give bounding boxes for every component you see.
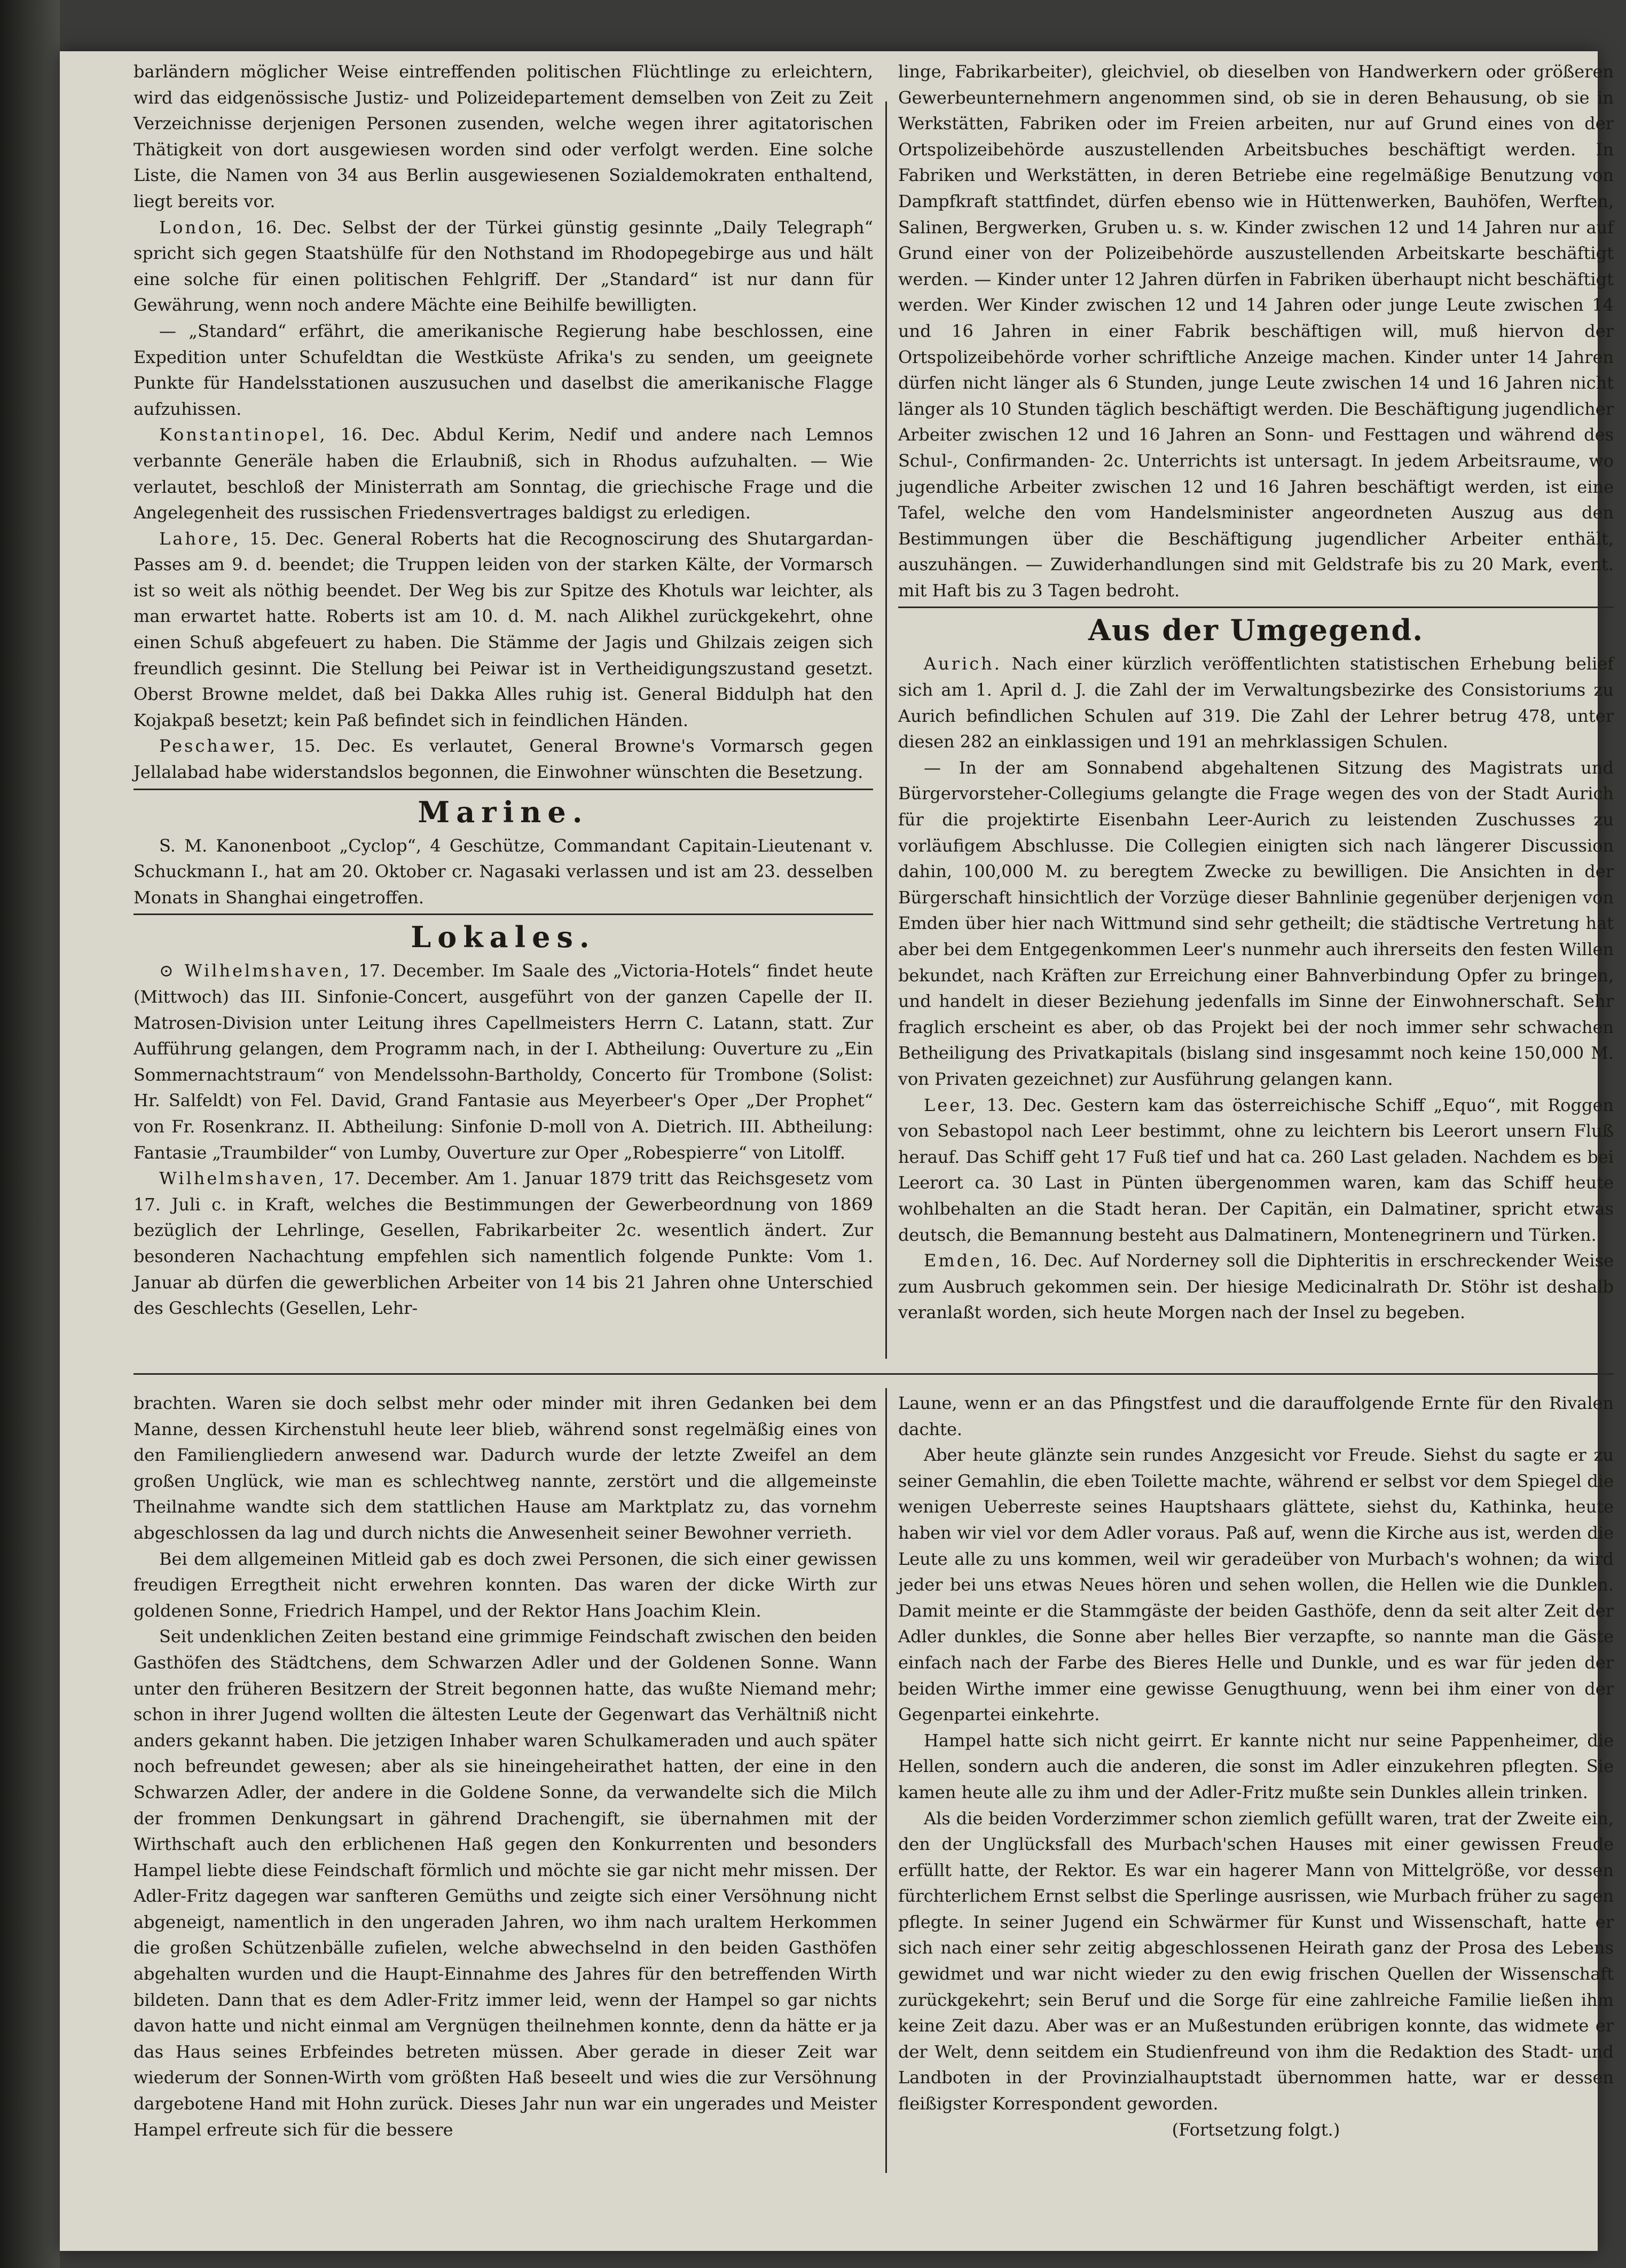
- section-heading-lokales: Lokales.: [411, 920, 596, 955]
- story-text: Als die beiden Vorderzimmer schon ziemlich gefüllt waren, trat der Zweite ein, den der Unglücksfall des Murbach'schen Hauses mit einer gewissen Freude erfüllt hatte, der Rektor. Es war ein hagerer Mann von Mittelgröße, vor dessen fürchterlichem Ernst selbst die Sperlinge ausrissen, wie Murbach früher zu sagen pflegte. In seiner Jugend ein Schwärmer für Kunst und Wissenschaft, hatte er sich nach einer sehr zeitig abgeschlossenen Heirath ganz der Prosa des Lebens gewidmet und war nicht wieder zu den ewig frischen Quellen der Wissenschaft zurückgekehrt; sein Beruf und die Sorge für eine zahlreiche Familie ließen ihm keine Zeit dazu. Aber was er an Mußestunden erübrigen konnte, das widmete er der Welt, denn seitdem ein Studienfreund von ihm die Redaktion des Stadt- und Landboten in der Provinzialhauptstadt übernommen hatte, war er dessen fleißigster Korrespondent geworden.: [898, 1808, 1614, 2114]
- story-text: Laune, wenn er an das Pfingstfest und die darauffolgende Ernte für den Rivalen dachte.: [898, 1393, 1614, 1439]
- dateline: Leer,: [924, 1094, 978, 1115]
- article-text: [898, 1092, 1614, 1248]
- story-text: brachten. Waren sie doch selbst mehr oder minder mit ihren Gedanken bei dem Manne, dessen Kirchenstuhl heute leer blieb, während sonst regelmäßig eines von den Familiengliedern anwesend war. Dadurch wurde der letzte Zweifel an dem großen Unglück, wie man es schlechtweg nannte, zerstört und die allgemeinste Theilnahme wandte sich dem stattlichen Hause am Marktplatz zu, das vornehm abgeschlossen da lag und durch nichts die Anwesenheit seiner Bewohner verrieth.: [133, 1393, 877, 1543]
- article-text: [133, 733, 873, 785]
- section-heading-marine: Marine.: [418, 794, 589, 829]
- dateline: Aurich.: [924, 653, 1002, 674]
- continuation-note: (Fortsetzung folgt.): [1172, 2119, 1340, 2140]
- column-rule: [885, 101, 887, 1359]
- article-text: [898, 651, 1614, 754]
- binding-edge: [0, 0, 60, 2268]
- article-body: 17. December. Am 1. Januar 1879 tritt das Reichsgesetz vom 17. Juli c. in Kraft, welches die Bestimmungen der Gewerbeordnung von 1869 bezüglich der Lehrlinge, Gesellen, Fabrikarbeiter 2c. wesentlich ändert. Zur besonderen Nachachtung empfehlen sich namentlich folgende Punkte: Vom 1. Januar ab dürfen die gewerblichen Arbeiter von 14 bis 21 Jahren ohne Unterschied des Geschlechts (Gesellen, Lehr-: [133, 1168, 874, 1319]
- column-feuilleton-left: [133, 1390, 877, 2143]
- dateline: Wilhelmshaven,: [159, 1168, 326, 1189]
- section-heading-umgegend: Aus der Umgegend.: [1088, 613, 1424, 648]
- article-body: Nach einer kürzlich veröffentlichten statistischen Erhebung belief sich am 1. April d. J. die Zahl der im Verwaltungsbezirke des Consistoriums zu Aurich befindlichen Schulen auf 319. Die Zahl der Lehrer betrug 478, unter diesen 282 an einklassigen und 191 an mehrklassigen Schulen.: [898, 653, 1614, 752]
- article-text: — „Standard“ erfährt, die amerikanische Regierung habe beschlossen, eine Expedition unter Schufeldtan die Westküste Afrika's zu senden, um geeignete Punkte für Handelsstationen auszusuchen und daselbst die amerikanische Flagge aufzuhissen.: [133, 320, 873, 419]
- column-feuilleton-right: [898, 1390, 1614, 2143]
- article-text: [133, 215, 873, 318]
- dateline: ⊙ Wilhelmshaven,: [159, 960, 352, 981]
- article-text: [133, 422, 873, 525]
- article-text: [133, 1166, 873, 1321]
- article-text: [898, 1248, 1614, 1326]
- article-body: 16. Dec. Auf Norderney soll die Diphteritis in erschreckender Weise zum Ausbruch gekommen sein. Der hiesige Medicinalrath Dr. Stöhr ist deshalb veranlaßt worden, sich heute Morgen nach der Insel zu begeben.: [898, 1250, 1614, 1323]
- story-text: Bei dem allgemeinen Mitleid gab es doch zwei Personen, die sich einer gewissen freudigen Erregtheit nicht erwehren konnten. Das waren der dicke Wirth zur goldenen Sonne, Friedrich Hampel, und der Rektor Hans Joachim Klein.: [133, 1548, 877, 1621]
- column-top-right: [898, 59, 1614, 1326]
- section-divider: [133, 789, 873, 790]
- story-text: Seit undenklichen Zeiten bestand eine grimmige Feindschaft zwischen den beiden Gasthöfen des Städtchens, dem Schwarzen Adler und der Goldenen Sonne. Wann unter den früheren Besitzern der Streit begonnen hatte, das wußte Niemand mehr; schon in ihrer Jugend wollten die ältesten Leute der Gegenwart das Verhältniß nicht anders gekannt haben. Die jetzigen Inhaber waren Schulkameraden und auch später noch befreundet gewesen; aber als sie hineingeheirathet hatten, der eine in den Schwarzen Adler, der andere in die Goldene Sonne, da verwandelte sich die Milch der frommen Denkungsart in gährend Drachengift, sie übernahmen mit der Wirthschaft auch den erblichenen Haß gegen den Konkurrenten und besonders Hampel liebte diese Feindschaft förmlich und möchte sie gar nicht mehr missen. Der Adler-Fritz dagegen war sanfteren Gemüths und zeigte sich einer Versöhnung nicht abgeneigt, namentlich in den ungeraden Jahren, wo ihm nach uraltem Herkommen die großen Schützenbälle zufielen, welche abwechselnd in den beiden Gasthöfen abgehalten wurden und die Haupt-Einnahme des Jahres für den betreffenden Wirth bildeten. Dann that es dem Adler-Fritz immer leid, wenn der Hampel so gar nichts davon hatte und nicht einmal am Vergnügen theilnehmen konnte, denn da hätte er ja das Haus seines Erbfeindes betreten müssen. Aber gerade in dieser Zeit war wiederum der Sonnen-Wirth vom größten Haß beseelt und wies die zur Versöhnung dargebotene Hand mit Hohn zurück. Dieses Jahr nun war ein ungerades und Meister Hampel erfreute sich für die bessere: [133, 1626, 877, 2140]
- dateline: Lahore,: [159, 528, 241, 549]
- dateline: London,: [159, 217, 245, 238]
- article-body: 15. Dec. Es verlautet, General Browne's Vormarsch gegen Jellalabad habe widerstandslos begonnen, die Einwohner wünschten die Besetzung.: [133, 736, 874, 783]
- article-body: 16. Dec. Abdul Kerim, Nedif und andere nach Lemnos verbannte Generäle haben die Erlaubniß, sich in Rhodus aufzuhalten. — Wie verlautet, beschloß der Ministerrath am Sonntag, die griechische Frage und die Angelegenheit des russischen Friedensvertrages baldigst zu erledigen.: [133, 424, 874, 523]
- column-top-left: [133, 59, 873, 1321]
- story-text: Hampel hatte sich nicht geirrt. Er kannte nicht nur seine Pappenheimer, die Hellen, sondern auch die anderen, die sonst im Adler einzukehren pflegten. Sie kamen heute alle zu ihm und der Adler-Fritz mußte sein Dunkles allein trinken.: [898, 1730, 1614, 1802]
- section-divider: [133, 914, 873, 915]
- column-rule: [885, 1388, 887, 2173]
- article-body: 13. Dec. Gestern kam das österreichische Schiff „Equo“, mit Roggen von Sebastopol nach Leer bestimmt, ohne zu leichtern bis Leerort unsern Fluß herauf. Das Schiff geht 17 Fuß tief und hat ca. 260 Last geladen. Nachdem es bei Leerort ca. 30 Last in Pünten übergenommen waren, kam das Schiff heute wohlbehalten an die Stadt heran. Der Capitän, ein Dalmatiner, spricht etwas deutsch, die Bemannung besteht aus Dalmatinern, Montenegrinern und Türken.: [898, 1094, 1614, 1245]
- section-divider: [898, 607, 1614, 608]
- dateline: Peschawer,: [159, 736, 278, 757]
- article-text: S. M. Kanonenboot „Cyclop“, 4 Geschütze, Commandant Capitain-Lieutenant v. Schuckmann I., hat am 20. Oktober cr. Nagasaki verlassen und ist am 23. desselben Monats in Shanghai eingetroffen.: [133, 835, 873, 908]
- article-text: [133, 526, 873, 734]
- dateline: Konstantinopel,: [159, 424, 327, 445]
- story-text: Aber heute glänzte sein rundes Anzgesicht vor Freude. Siehst du sagte er zu seiner Gemahlin, die eben Toilette machte, während er selbst vor dem Spiegel die wenigen Ueberreste seines Hauptshaars glättete, siehst du, Kathinka, heute haben wir viel vor dem Adler voraus. Paß auf, wenn die Kirche aus ist, werden die Leute alle zu uns kommen, weil wir geradeüber von Murbach's wohnen; da wird jeder bei uns etwas Neues hören und sehen wollen, die Hellen wie die Dunklen. Damit meinte er die Stammgäste der beiden Gasthöfe, denn da seit alter Zeit der Adler dunkles, die Sonne aber helles Bier verzapfte, so nannte man die Gäste einfach nach der Farbe des Bieres Helle und Dunkle, und es war für jeden der beiden Wirthe immer eine gewisse Genugthuung, wenn bei ihm einer von der Gegenpartei einkehrte.: [898, 1445, 1614, 1725]
- article-body: 16. Dec. Selbst der der Türkei günstig gesinnte „Daily Telegraph“ spricht sich gegen Staatshülfe für den Nothstand im Rhodopegebirge aus und hält eine solche für einen politischen Fehlgriff. Der „Standard“ ist nur dann für Gewährung, wenn noch andere Mächte eine Beihilfe bewilligten.: [133, 217, 874, 316]
- article-text: barländern möglicher Weise eintreffenden politischen Flüchtlinge zu erleichtern, wird das eidgenössische Justiz- und Polizeidepartement demselben von Zeit zu Zeit Verzeichnisse derjenigen Personen zusenden, welche wegen ihrer agitatorischen Thätigkeit von dort ausgewiesen worden sind oder verfolgt werden. Eine solche Liste, die Namen von 34 aus Berlin ausgewiesenen Sozialdemokraten enthaltend, liegt bereits vor.: [133, 61, 873, 211]
- article-body: 17. December. Im Saale des „Victoria-Hotels“ findet heute (Mittwoch) das III. Sinfonie-Concert, ausgeführt von der ganzen Capelle der II. Matrosen-Division unter Leitung ihres Capellmeisters Herrn C. Latann, statt. Zur Aufführung gelangen, dem Programm nach, in der I. Abtheilung: Ouverture zu „Ein Sommernachtstraum“ von Mendelssohn-Bartholdy, Concerto für Trombone (Solist: Hr. Salfeldt) von Fel. David, Grand Fantasie aus Meyerbeer's Oper „Der Prophet“ von Fr. Rosenkranz. II. Abtheilung: Sinfonie D-moll von A. Dietrich. III. Abtheilung: Fantasie „Traumbilder“ von Lumby, Ouverture zur Oper „Robespierre“ von Litolff.: [133, 960, 874, 1163]
- article-text: [133, 958, 873, 1166]
- feuilleton-divider: [133, 1373, 1614, 1375]
- article-text: linge, Fabrikarbeiter), gleichviel, ob dieselben von Handwerkern oder größeren Gewerbeunternehmern angenommen sind, ob sie in deren Behausung, ob sie in Werkstätten, Fabriken oder im Freien arbeiten, nur auf Grund eines von der Ortspolizeibehörde auszustellenden Arbeitsbuches beschäftigt werden. In Fabriken und Werkstätten, in deren Betriebe eine regelmäßige Benutzung von Dampfkraft stattfindet, dürfen ebenso wie in Hüttenwerken, Bauhöfen, Werften, Salinen, Bergwerken, Gruben u. s. w. Kinder zwischen 12 und 14 Jahren nur auf Grund einer von der Polizeibehörde auszustellenden Arbeitskarte beschäftigt werden. — Kinder unter 12 Jahren dürfen in Fabriken überhaupt nicht beschäftigt werden. Wer Kinder zwischen 12 und 14 Jahren oder junge Leute zwischen 14 und 16 Jahren in einer Fabrik beschäftigen will, muß hiervon der Ortspolizeibehörde vorher schriftliche Anzeige machen. Kinder unter 14 Jahren dürfen nicht länger als 6 Stunden, junge Leute zwischen 14 und 16 Jahren nicht länger als 10 Stunden täglich beschäftigt werden. Die Beschäftigung jugendlicher Arbeiter zwischen 12 und 16 Jahren an Sonn- und Festtagen und während des Schul-, Confirmanden- 2c. Unterrichts ist untersagt. In jedem Arbeitsraume, wo jugendliche Arbeiter zwischen 12 und 16 Jahren beschäftigt werden, ist eine Tafel, welche den vom Handelsminister angeordneten Auszug aus den Bestimmungen über die Beschäftigung jugendlicher Arbeiter enthält, auszuhängen. — Zuwiderhandlungen sind mit Geldstrafe bis zu 20 Mark, event. mit Haft bis zu 3 Tagen bedroht.: [898, 61, 1614, 601]
- article-text: — In der am Sonnabend abgehaltenen Sitzung des Magistrats und Bürgervorsteher-Collegiums gelangte die Frage wegen des von der Stadt Aurich für die projektirte Eisenbahn Leer-Aurich zu leistenden Zuschusses zu vorläufigem Abschlusse. Die Collegien einigten sich nach längerer Discussion dahin, 100,000 M. zu beregtem Zwecke zu bewilligen. Die Ansichten in der Bürgerschaft hinsichtlich der Vorzüge dieser Bahnlinie gegenüber derjenigen von Emden über hier nach Wittmund sind sehr getheilt; die städtische Vertretung hat aber bei dem Entgegenkommen Leer's nunmehr auch ihrerseits den festen Willen bekundet, nach Kräften zur Erreichung einer Bahnverbindung Opfer zu bringen, und handelt in dieser Beziehung jedenfalls im Sinne der Einwohnerschaft. Sehr fraglich erscheint es aber, ob das Projekt bei der noch immer sehr schwachen Betheiligung des Privatkapitals (bislang sind insgesammt noch keine 150,000 M. von Privaten gezeichnet) zur Ausführung gelangen kann.: [898, 757, 1614, 1089]
- article-body: 15. Dec. General Roberts hat die Recognoscirung des Shutargardan-Passes am 9. d. beendet; die Truppen leiden von der starken Kälte, der Vormarsch ist so weit als nöthig beendet. Der Weg bis zur Spitze des Khotuls war leichter, als man erwartet hatte. Roberts ist am 10. d. M. nach Alikhel zurückgekehrt, ohne einen Schuß abgefeuert zu haben. Die Stämme der Jagis und Ghilzais zeigen sich freundlich gesinnt. Die Stellung bei Peiwar ist in Vertheidigungszustand gesetzt. Oberst Browne meldet, daß bei Dakka Alles ruhig ist. General Biddulph hat den Kojakpaß besetzt; kein Paß befindet sich in feindlichen Händen.: [133, 528, 874, 730]
- dateline: Emden,: [924, 1250, 1003, 1271]
